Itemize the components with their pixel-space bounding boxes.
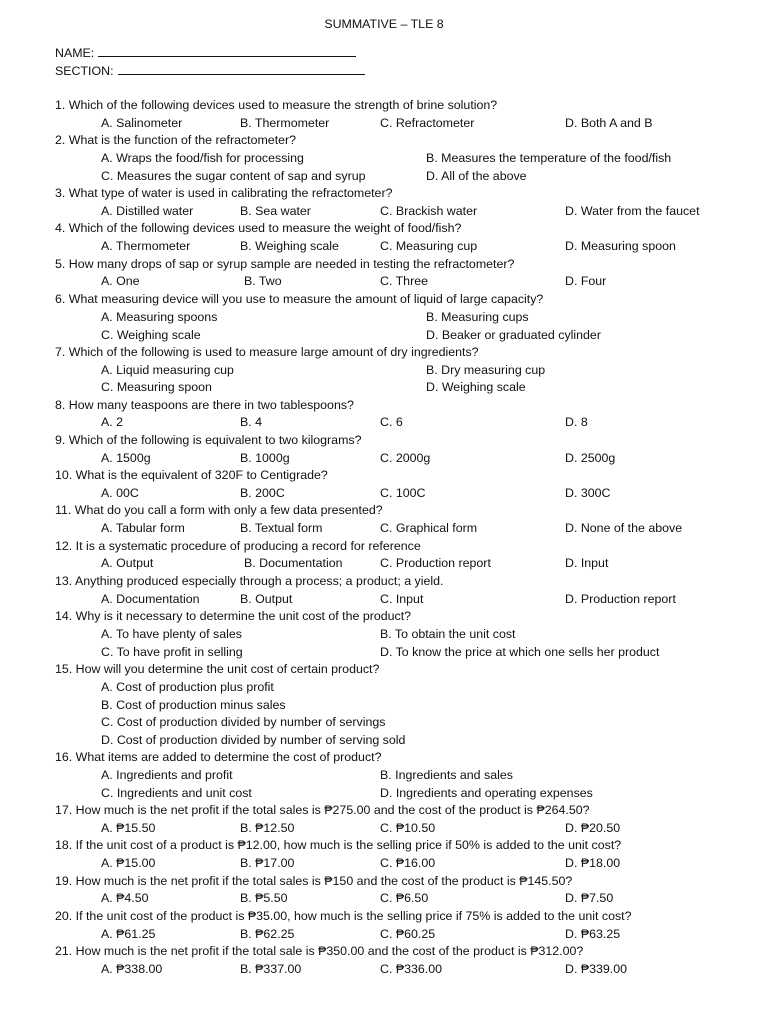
option-6d: D. Beaker or graduated cylinder <box>426 328 601 342</box>
option-10b: B. 200C <box>240 486 285 500</box>
section-label: SECTION: <box>55 64 114 78</box>
option-6a: A. Measuring spoons <box>101 310 218 324</box>
option-2c: C. Measures the sugar content of sap and syrup <box>101 169 366 183</box>
option-18c: C. ₱16.00 <box>380 856 436 870</box>
option-19a: A. ₱4.50 <box>101 891 149 905</box>
option-6b: B. Measuring cups <box>426 310 529 324</box>
option-2a: A. Wraps the food/fish for processing <box>101 151 304 165</box>
question-18: 18. If the unit cost of a product is ₱12.00, how much is the selling price if 50% is added to the unit cost? <box>55 838 622 852</box>
option-16d: D. Ingredients and operating expenses <box>380 786 593 800</box>
page-title: SUMMATIVE – TLE 8 <box>324 17 444 31</box>
question-12: 12. It is a systematic procedure of producing a record for reference <box>55 539 421 553</box>
option-8b: B. 4 <box>240 415 263 429</box>
option-9a: A. 1500g <box>101 451 151 465</box>
option-20b: B. ₱62.25 <box>240 927 295 941</box>
option-17a: A. ₱15.50 <box>101 821 156 835</box>
option-5d: D. Four <box>565 274 607 288</box>
option-10d: D. 300C <box>565 486 611 500</box>
option-16c: C. Ingredients and unit cost <box>101 786 252 800</box>
option-1a: A. Salinometer <box>101 116 183 130</box>
option-15b: B. Cost of production minus sales <box>101 698 286 712</box>
option-13d: D. Production report <box>565 592 676 606</box>
option-1d: D. Both A and B <box>565 116 653 130</box>
option-17d: D. ₱20.50 <box>565 821 621 835</box>
option-20d: D. ₱63.25 <box>565 927 621 941</box>
option-19d: D. ₱7.50 <box>565 891 614 905</box>
question-2: 2. What is the function of the refractometer? <box>55 133 297 147</box>
option-21a: A. ₱338.00 <box>101 962 163 976</box>
option-8c: C. 6 <box>380 415 403 429</box>
option-15a: A. Cost of production plus profit <box>101 680 274 694</box>
option-5b: B. Two <box>244 274 282 288</box>
question-5: 5. How many drops of sap or syrup sample are needed in testing the refractometer? <box>55 257 515 271</box>
option-14b: B. To obtain the unit cost <box>380 627 516 641</box>
option-1b: B. Thermometer <box>240 116 330 130</box>
question-4: 4. Which of the following devices used to measure the weight of food/fish? <box>55 221 462 235</box>
question-6: 6. What measuring device will you use to measure the amount of liquid of large capacity? <box>55 292 544 306</box>
question-10: 10. What is the equivalent of 320F to Centigrade? <box>55 468 328 482</box>
question-9: 9. Which of the following is equivalent to two kilograms? <box>55 433 362 447</box>
option-11c: C. Graphical form <box>380 521 478 535</box>
option-14c: C. To have profit in selling <box>101 645 243 659</box>
question-17: 17. How much is the net profit if the total sales is ₱275.00 and the cost of the product is ₱264.50? <box>55 803 590 817</box>
option-12c: C. Production report <box>380 556 491 570</box>
option-11b: B. Textual form <box>240 521 323 535</box>
option-11a: A. Tabular form <box>101 521 185 535</box>
option-8a: A. 2 <box>101 415 124 429</box>
option-20c: C. ₱60.25 <box>380 927 436 941</box>
option-4d: D. Measuring spoon <box>565 239 676 253</box>
question-20: 20. If the unit cost of the product is ₱35.00, how much is the selling price if 75% is added to the unit cost? <box>55 909 632 923</box>
question-11: 11. What do you call a form with only a few data presented? <box>55 503 383 517</box>
option-8d: D. 8 <box>565 415 588 429</box>
option-5a: A. One <box>101 274 140 288</box>
option-7c: C. Measuring spoon <box>101 380 212 394</box>
question-14: 14. Why is it necessary to determine the unit cost of the product? <box>55 609 412 623</box>
question-13: 13. Anything produced especially through a process; a product; a yield. <box>55 574 444 588</box>
option-14d: D. To know the price at which one sells her product <box>380 645 660 659</box>
option-16b: B. Ingredients and sales <box>380 768 513 782</box>
option-4a: A. Thermometer <box>101 239 191 253</box>
option-6c: C. Weighing scale <box>101 328 201 342</box>
option-17b: B. ₱12.50 <box>240 821 295 835</box>
option-15c: C. Cost of production divided by number of servings <box>101 715 386 729</box>
option-15d: D. Cost of production divided by number of serving sold <box>101 733 406 747</box>
option-13a: A. Documentation <box>101 592 200 606</box>
option-2b: B. Measures the temperature of the food/fish <box>426 151 672 165</box>
option-4c: C. Measuring cup <box>380 239 478 253</box>
option-3a: A. Distilled water <box>101 204 194 218</box>
option-21c: C. ₱336.00 <box>380 962 442 976</box>
question-15: 15. How will you determine the unit cost of certain product? <box>55 662 380 676</box>
option-13b: B. Output <box>240 592 293 606</box>
option-10c: C. 100C <box>380 486 426 500</box>
name-blank-line <box>98 44 356 57</box>
option-21d: D. ₱339.00 <box>565 962 627 976</box>
question-7: 7. Which of the following is used to measure large amount of dry ingredients? <box>55 345 479 359</box>
option-10a: A. 00C <box>101 486 139 500</box>
option-12b: B. Documentation <box>244 556 343 570</box>
option-20a: A. ₱61.25 <box>101 927 156 941</box>
option-16a: A. Ingredients and profit <box>101 768 233 782</box>
option-3c: C. Brackish water <box>380 204 478 218</box>
name-field <box>55 44 356 63</box>
question-19: 19. How much is the net profit if the total sales is ₱150 and the cost of the product is ₱145.50? <box>55 874 573 888</box>
option-18b: B. ₱17.00 <box>240 856 295 870</box>
option-9c: C. 2000g <box>380 451 431 465</box>
option-18d: D. ₱18.00 <box>565 856 621 870</box>
option-19c: C. ₱6.50 <box>380 891 429 905</box>
question-16: 16. What items are added to determine the cost of product? <box>55 750 382 764</box>
option-7d: D. Weighing scale <box>426 380 526 394</box>
option-4b: B. Weighing scale <box>240 239 339 253</box>
option-3d: D. Water from the faucet <box>565 204 700 218</box>
option-12a: A. Output <box>101 556 154 570</box>
option-7a: A. Liquid measuring cup <box>101 363 234 377</box>
option-2d: D. All of the above <box>426 169 527 183</box>
option-12d: D. Input <box>565 556 609 570</box>
option-9d: D. 2500g <box>565 451 616 465</box>
option-19b: B. ₱5.50 <box>240 891 288 905</box>
section-blank-line <box>118 62 365 75</box>
option-1c: C. Refractometer <box>380 116 475 130</box>
option-7b: B. Dry measuring cup <box>426 363 546 377</box>
section-field <box>55 62 365 81</box>
option-11d: D. None of the above <box>565 521 683 535</box>
option-14a: A. To have plenty of sales <box>101 627 242 641</box>
option-13c: C. Input <box>380 592 424 606</box>
name-label: NAME: <box>55 46 95 60</box>
option-17c: C. ₱10.50 <box>380 821 436 835</box>
question-1: 1. Which of the following devices used to measure the strength of brine solution? <box>55 98 498 112</box>
option-3b: B. Sea water <box>240 204 311 218</box>
question-3: 3. What type of water is used in calibrating the refractometer? <box>55 186 393 200</box>
option-9b: B. 1000g <box>240 451 290 465</box>
option-5c: C. Three <box>380 274 428 288</box>
option-18a: A. ₱15.00 <box>101 856 156 870</box>
option-21b: B. ₱337.00 <box>240 962 302 976</box>
question-21: 21. How much is the net profit if the total sale is ₱350.00 and the cost of the product is ₱312.00? <box>55 944 584 958</box>
question-8: 8. How many teaspoons are there in two tablespoons? <box>55 398 354 412</box>
